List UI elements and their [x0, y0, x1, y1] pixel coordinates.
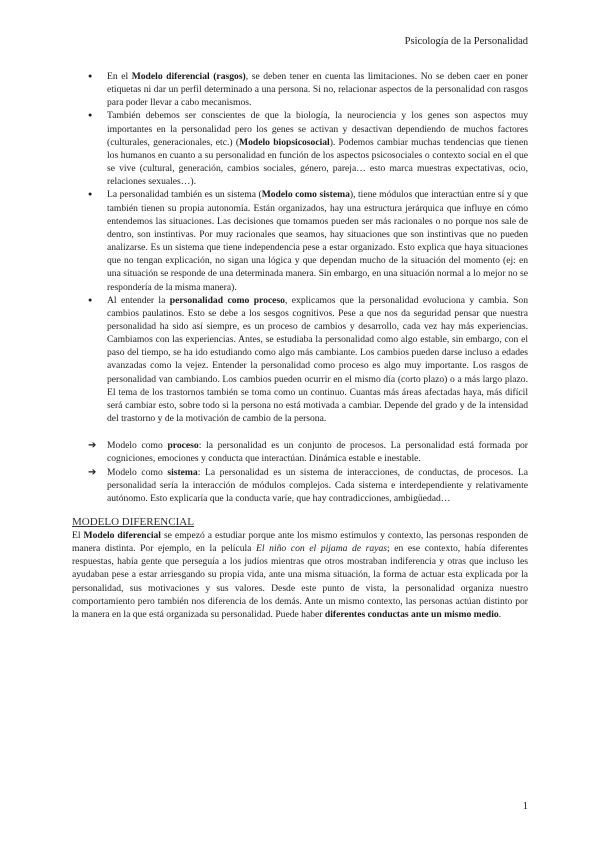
list-item: ● También debemos ser conscientes de que la biología, la neurociencia y los genes son aspectos muy importantes en la personalidad pero los genes se activan y desactivan dependiendo de muchos factores (culturales, generacionales, etc.) (Modelo biopsicosocial). Podemos cambiar muchas tendencias que tienen los humanos en cuanto a su personalidad en función de los aspectos psicosociales o contexto social en el que se vive (cultural, generación, cambios sociales, género, pareja… esto marca muestras expectativas, ocio, relaciones sexuales…). — [72, 109, 528, 188]
list-item: ➔ Modelo como sistema: La personalidad es un sistema de interacciones, de conductas, de procesos. La personalidad sería la interacción de módulos complejos. Cada sistema e interdependiente y relativamente autónomo. Esto explicaría que la conducta varíe, que hay contradicciones, ambigüedad… — [88, 466, 528, 504]
bullet-list — [72, 70, 528, 425]
page-body — [72, 70, 528, 621]
bold-term: Modelo diferencial (rasgos) — [131, 71, 246, 82]
arrow-list — [72, 439, 528, 505]
section-heading: MODELO DIFERENCIAL — [72, 516, 194, 528]
bold-term: Modelo como sistema — [261, 189, 350, 201]
list-item: ➔ Modelo como proceso: la personalidad es un conjunto de procesos. La personalidad está formada por cogniciones, emociones y conducta que interactúan. Dinámica estable e inestable. — [88, 440, 528, 465]
film-title: El niño con el pijama de rayas — [256, 543, 387, 555]
bold-term: diferentes conductas ante un mismo medio — [324, 608, 499, 620]
bold-term: Modelo biopsicosocial — [239, 136, 330, 148]
section-paragraph: El Modelo diferencial se empezó a estudiar porque ante los mismo estímulos y contexto, las personas responden de manera distinta. Por ejemplo, en la película El niño con el pijama de rayas; en ese contexto, había diferentes respuestas, había gente que perseguía a los judíos mientras que otros mostraban indiferencia y otras que incluso les ayudaban pese a estar arriesgando su propia vida, ante una misma situación, la forma de actuar esta explicada por la personalidad, sus motivaciones y sus valores. Desde este punto de vista, la personalidad organiza nuestro comportamiento pero también nos diferencia de los demás. Ante un mismo contexto, las personas actúan distinto por la manera en la que está organizada su personalidad. Puede haber diferentes conductas ante un mismo medio. — [72, 530, 528, 620]
running-header: Psicología de la Personalidad — [404, 36, 528, 47]
bold-term: proceso — [167, 440, 199, 452]
arrow-icon: ➔ — [88, 440, 97, 452]
page-number: 1 — [522, 801, 528, 812]
list-item: ● La personalidad también es un sistema (Modelo como sistema), tiene módulos que interactúan entre sí y que también tienen su propia autonomía. Están organizados, hay una estructura jerárquica que influye en cómo entendemos las situaciones. Las decisiones que tomamos pueden ser más racionales o no porque nos sale de dentro, son instintivas. Por muy racionales que seamos, hay situaciones que son instintivas que no pueden analizarse. Es un sistema que tiene independencia pese a estar organizado. Esto explica que haya situaciones que no tengan explicación, no sigan una lógica y que dependan mucho de la situación del momento (ej: en una situación se responde de una determinada manera. Sin embargo, en una situación normal a lo mejor no se respondería de la misma manera). — [72, 188, 528, 293]
list-item: ● En el Modelo diferencial (rasgos), se deben tener en cuenta las limitaciones. No se deben caer en poner etiquetas ni dar un perfil determinado a una persona. Si no, relacionar aspectos de la personalidad con rasgos para poder llevar a cabo mecanismos. — [72, 70, 528, 109]
list-item: ● Al entender la personalidad como proceso, explicamos que la personalidad evoluciona y cambia. Son cambios paulatinos. Esto se debe a los sesgos cognitivos. Pese a que nos da seguridad pensar que nuestra personalidad ha sido así siempre, es un proceso de cambios y desarrollo, cada vez hay más experiencias. Cambiamos con las experiencias. Antes, se estudiaba la personalidad como algo estable, sin embargo, con el paso del tiempo, se ha ido estudiando como algo más cambiante. Los cambios pueden darse incluso a edades avanzadas como la vejez. Entender la personalidad como proceso es algo muy importante. Los rasgos de personalidad van cambiando. Los cambios pueden ocurrir en el mismo día (corto plazo) o a más largo plazo. El tema de los trastornos también se toma como un continuo. Cuantas más áreas afectadas haya, más difícil será cambiar esto, sobre todo si la persona no está motivada a cambiar. Depende del grado y de la intensidad del trastorno y de la motivación de cambio de la persona. — [72, 294, 528, 426]
bold-term: Modelo diferencial — [83, 530, 161, 541]
bold-term: personalidad como proceso — [169, 294, 285, 306]
arrow-icon: ➔ — [88, 466, 97, 478]
bold-term: sistema — [167, 466, 198, 478]
